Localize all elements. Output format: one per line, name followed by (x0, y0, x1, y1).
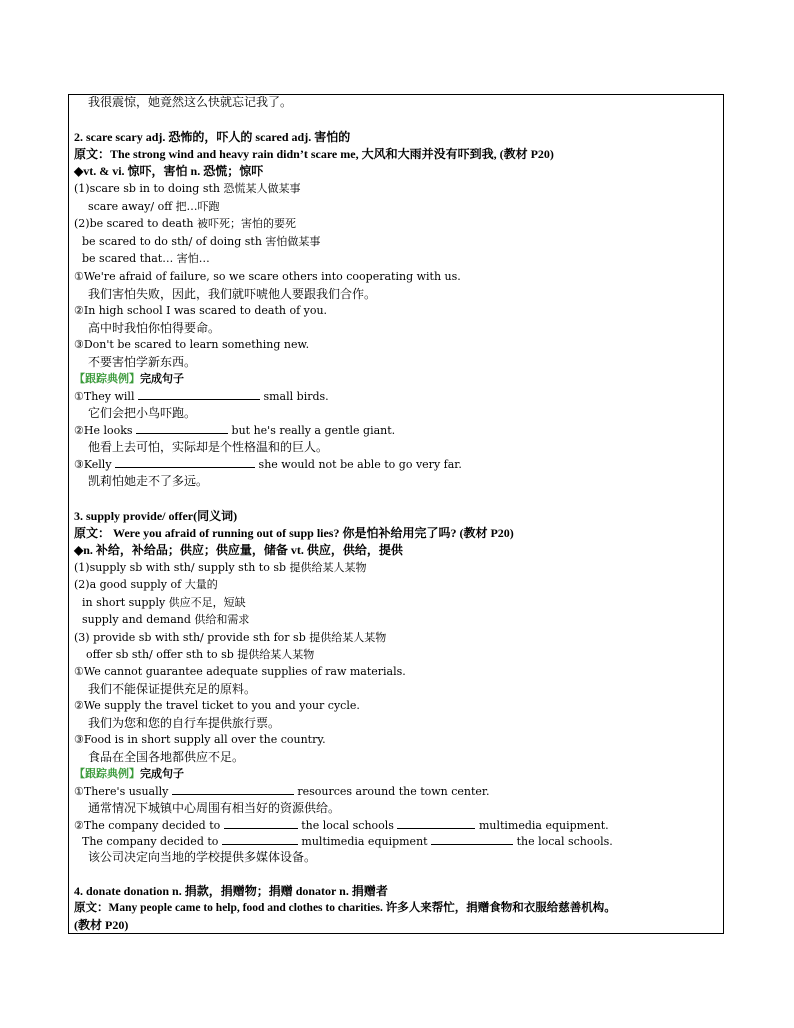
phrase: (2)a good supply of 大量的 (74, 578, 218, 591)
answer-blank[interactable] (136, 423, 228, 434)
exercise-translation: 它们会把小鸟吓跑。 (88, 406, 197, 420)
exercise-instruction: 完成句子 (140, 767, 184, 780)
example-translation: 不要害怕学新东西。 (88, 355, 197, 369)
chinese-line: 我很震惊，她竟然这么快就忘记我了。 (88, 95, 293, 109)
phrase: in short supply 供应不足，短缺 (82, 596, 246, 609)
phrase: supply and demand 供给和需求 (82, 613, 250, 626)
example-translation: 我们为您和您的自行车提供旅行票。 (88, 716, 281, 730)
answer-blank[interactable] (138, 389, 260, 400)
example-sentence: ②In high school I was scared to death of you. (74, 304, 328, 317)
section-2-title: 2. scare scary adj. 恐怖的，吓人的 scared adj. 害怕的 (74, 130, 351, 144)
exercise-translation: 他看上去可怕，实际却是个性格温和的巨人。 (88, 440, 329, 454)
exercise-translation: 凯莉怕她走不了多远。 (88, 474, 209, 488)
phrase: (1)supply sb with sth/ supply sth to sb 提供给某人某物 (74, 561, 367, 574)
phrase: offer sb sth/ offer sth to sb 提供给某人某物 (86, 648, 315, 661)
exercise-text: ②The company decided to (74, 819, 221, 832)
phrase: (3) provide sb with sth/ provide sth for sb 提供给某人某物 (74, 631, 387, 644)
exercise-item (74, 784, 489, 799)
section-4-title: 4. donate donation n. 捐款，捐赠物；捐赠 donator n. 捐赠者 (74, 884, 388, 898)
exercise-item (82, 834, 613, 849)
answer-blank[interactable] (397, 818, 475, 829)
exercise-text: ①There's usually (74, 785, 169, 798)
example-sentence: ③Food is in short supply all over the country. (74, 733, 326, 746)
exercise-translation: 该公司决定向当地的学校提供多媒体设备。 (88, 850, 317, 864)
exercise-item (74, 389, 329, 404)
example-translation: 我们不能保证提供充足的原料。 (88, 682, 257, 696)
phrase: be scared to do sth/ of doing sth 害怕做某事 (82, 235, 321, 248)
section-4-source: 原文：Many people came to help, food and clothes to charities. 许多人来帮忙，捐赠食物和衣服给慈善机构。 (74, 902, 616, 914)
section-3-source: 原文： Were you afraid of running out of supp lies? 你是怕补给用完了吗? (教材 P20) (74, 526, 514, 540)
example-translation: 食品在全国各地都供应不足。 (88, 750, 245, 764)
exercise-text: ③Kelly (74, 458, 112, 471)
exercise-text: ②He looks (74, 424, 133, 437)
section-4-source-ref: (教材 P20) (74, 918, 129, 932)
exercise-item (74, 818, 609, 833)
exercise-text: ①They will (74, 390, 135, 403)
section-3-pos: ◆n. 补给，补给品；供应；供应量，储备 vt. 供应，供给，提供 (74, 543, 403, 557)
exercise-translation: 通常情况下城镇中心周围有相当好的资源供给。 (88, 801, 341, 815)
answer-blank[interactable] (224, 818, 298, 829)
exercise-text: resources around the town center. (297, 785, 490, 798)
phrase: (1)scare sb in to doing sth 恐慌某人做某事 (74, 182, 301, 195)
answer-blank[interactable] (172, 784, 294, 795)
phrase: scare away/ off 把…吓跑 (88, 200, 220, 213)
example-translation: 高中时我怕你怕得要命。 (88, 321, 221, 335)
exercise-header (74, 372, 184, 386)
exercise-text: the local schools. (516, 835, 613, 848)
example-sentence: ①We're afraid of failure, so we scare others into cooperating with us. (74, 270, 461, 283)
exercise-item (74, 423, 395, 438)
exercise-text: she would not be able to go very far. (258, 458, 462, 471)
exercise-tag: 【跟踪典例】 (74, 767, 140, 780)
exercise-text: The company decided to (82, 835, 219, 848)
exercise-item (74, 457, 462, 472)
answer-blank[interactable] (222, 834, 298, 845)
phrase: be scared that… 害怕… (82, 252, 210, 265)
exercise-text: small birds. (263, 390, 329, 403)
phrase: (2)be scared to death 被吓死；害怕的要死 (74, 217, 296, 230)
exercise-header (74, 767, 184, 781)
exercise-text: but he's really a gentle giant. (231, 424, 396, 437)
example-sentence: ①We cannot guarantee adequate supplies of raw materials. (74, 665, 406, 678)
exercise-text: multimedia equipment. (478, 819, 609, 832)
example-sentence: ②We supply the travel ticket to you and your cycle. (74, 699, 360, 712)
exercise-text: multimedia equipment (301, 835, 428, 848)
section-2-source: 原文：The strong wind and heavy rain didn’t scare me, 大风和大雨并没有吓到我, (教材 P20) (74, 147, 554, 161)
answer-blank[interactable] (431, 834, 513, 845)
example-sentence: ③Don't be scared to learn something new. (74, 338, 310, 351)
exercise-text: the local schools (301, 819, 394, 832)
exercise-tag: 【跟踪典例】 (74, 372, 140, 385)
exercise-instruction: 完成句子 (140, 372, 184, 385)
section-2-pos: ◆vt. & vi. 惊吓，害怕 n. 恐慌；惊吓 (74, 164, 264, 178)
answer-blank[interactable] (115, 457, 255, 468)
section-3-title: 3. supply provide/ offer(同义词) (74, 509, 238, 523)
example-translation: 我们害怕失败，因此，我们就吓唬他人要跟我们合作。 (88, 287, 377, 301)
